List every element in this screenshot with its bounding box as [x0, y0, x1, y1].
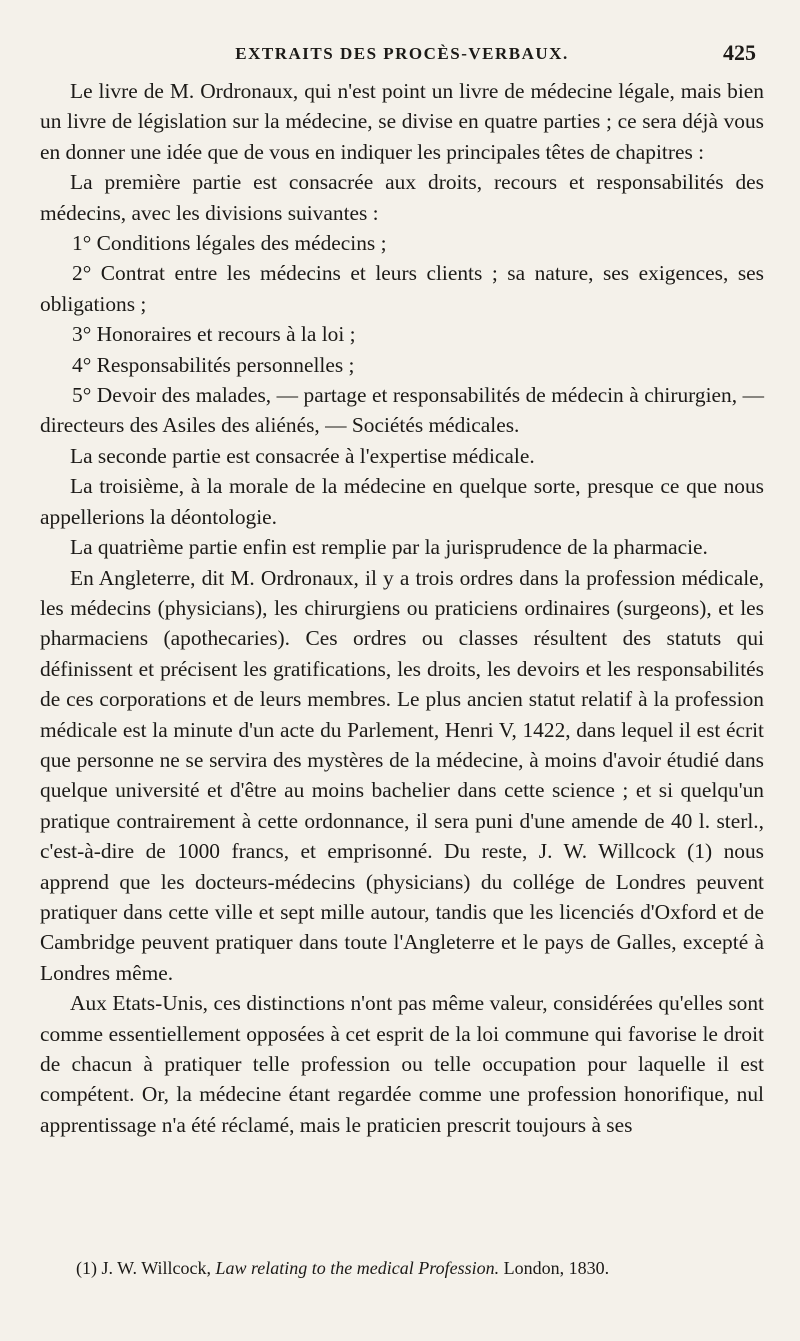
- list-item: 4° Responsabilités personnelles ;: [72, 352, 355, 377]
- list-item: 5° Devoir des malades, — partage et responsabilités de médecin à chirurgien, — directeurs des Asiles des aliénés, — Sociétés médicales.: [40, 383, 764, 438]
- list-item: 2° Contrat entre les médecins et leurs clients ; sa nature, ses exigences, ses obligations ;: [40, 261, 764, 316]
- paragraph-intro: Le livre de M. Ordronaux, qui n'est point un livre de médecine légale, mais bien un livre de législation sur la médecine, se divise en quatre parties ; ce sera déjà vous en donner une idée que de vous en indiquer les principales têtes de chapitres :: [40, 79, 764, 164]
- running-title: EXTRAITS DES PROCÈS-VERBAUX.: [235, 44, 569, 63]
- footnote-place-date: London, 1830.: [503, 1258, 610, 1278]
- paragraph-second-part: La seconde partie est consacrée à l'expertise médicale.: [70, 443, 535, 468]
- paragraph-first-part: La première partie est consacrée aux droits, recours et responsabilités des médecins, avec les divisions suivantes :: [40, 170, 764, 225]
- paragraph-fourth-part: La quatrième partie enfin est remplie par la jurisprudence de la pharmacie.: [70, 535, 708, 560]
- paragraph-england: En Angleterre, dit M. Ordronaux, il y a trois ordres dans la profession médicale, les médecins (physicians), les chirurgiens ou praticiens ordinaires (surgeons), et les pharmaciens (apothecaries). Ces ordres ou classes résultent des statuts qui définissent et précisent les gratifications, les droits, les devoirs et les responsabilités de ces corporations et de leurs membres. Le plus ancien statut relatif à la profession médicale est la minute d'un acte du Parlement, Henri V, 1422, dans lequel il est écrit que personne ne se servira des mystères de la médecine, à moins d'avoir étudié dans quelque université et d'être au moins bachelier dans cette science ; et si quelqu'un pratique contrairement à cette ordonnance, il sera puni d'une amende de 40 l. sterl., c'est-à-dire de 1000 francs, et emprisonné. Du reste, J. W. Willcock (1) nous apprend que les docteurs-médecins (physicians) du collége de Londres peuvent pratiquer dans cette ville et sept mille autour, tandis que les licenciés d'Oxford et de Cambridge peuvent pratiquer dans toute l'Angleterre et le pays de Galles, excepté à Londres même.: [40, 565, 764, 985]
- footnote-title: Law relating to the medical Profession.: [215, 1258, 500, 1278]
- list-item: 1° Conditions légales des médecins ;: [72, 231, 387, 256]
- running-head: [40, 40, 764, 70]
- paragraph-united-states: Aux Etats-Unis, ces distinctions n'ont pas même valeur, considérées qu'elles sont comme essentiellement opposées à cet esprit de la loi commune qui favorise le droit de chacun à pratiquer telle profession ou telle occupation pour laquelle il est compétent. Or, la médecine étant regardée comme une profession honorifique, nul apprentissage n'a été réclamé, mais le praticien prescrit toujours à ses: [40, 991, 764, 1137]
- list-item: 3° Honoraires et recours à la loi ;: [72, 322, 356, 347]
- footnote-marker: (1): [76, 1258, 97, 1278]
- body-text: [40, 76, 764, 1140]
- footnote: [40, 1254, 764, 1282]
- paragraph-third-part: La troisième, à la morale de la médecine en quelque sorte, presque ce que nous appellerions la déontologie.: [40, 474, 764, 529]
- footnote-author: J. W. Willcock,: [101, 1258, 211, 1278]
- page-number: 425: [723, 40, 756, 65]
